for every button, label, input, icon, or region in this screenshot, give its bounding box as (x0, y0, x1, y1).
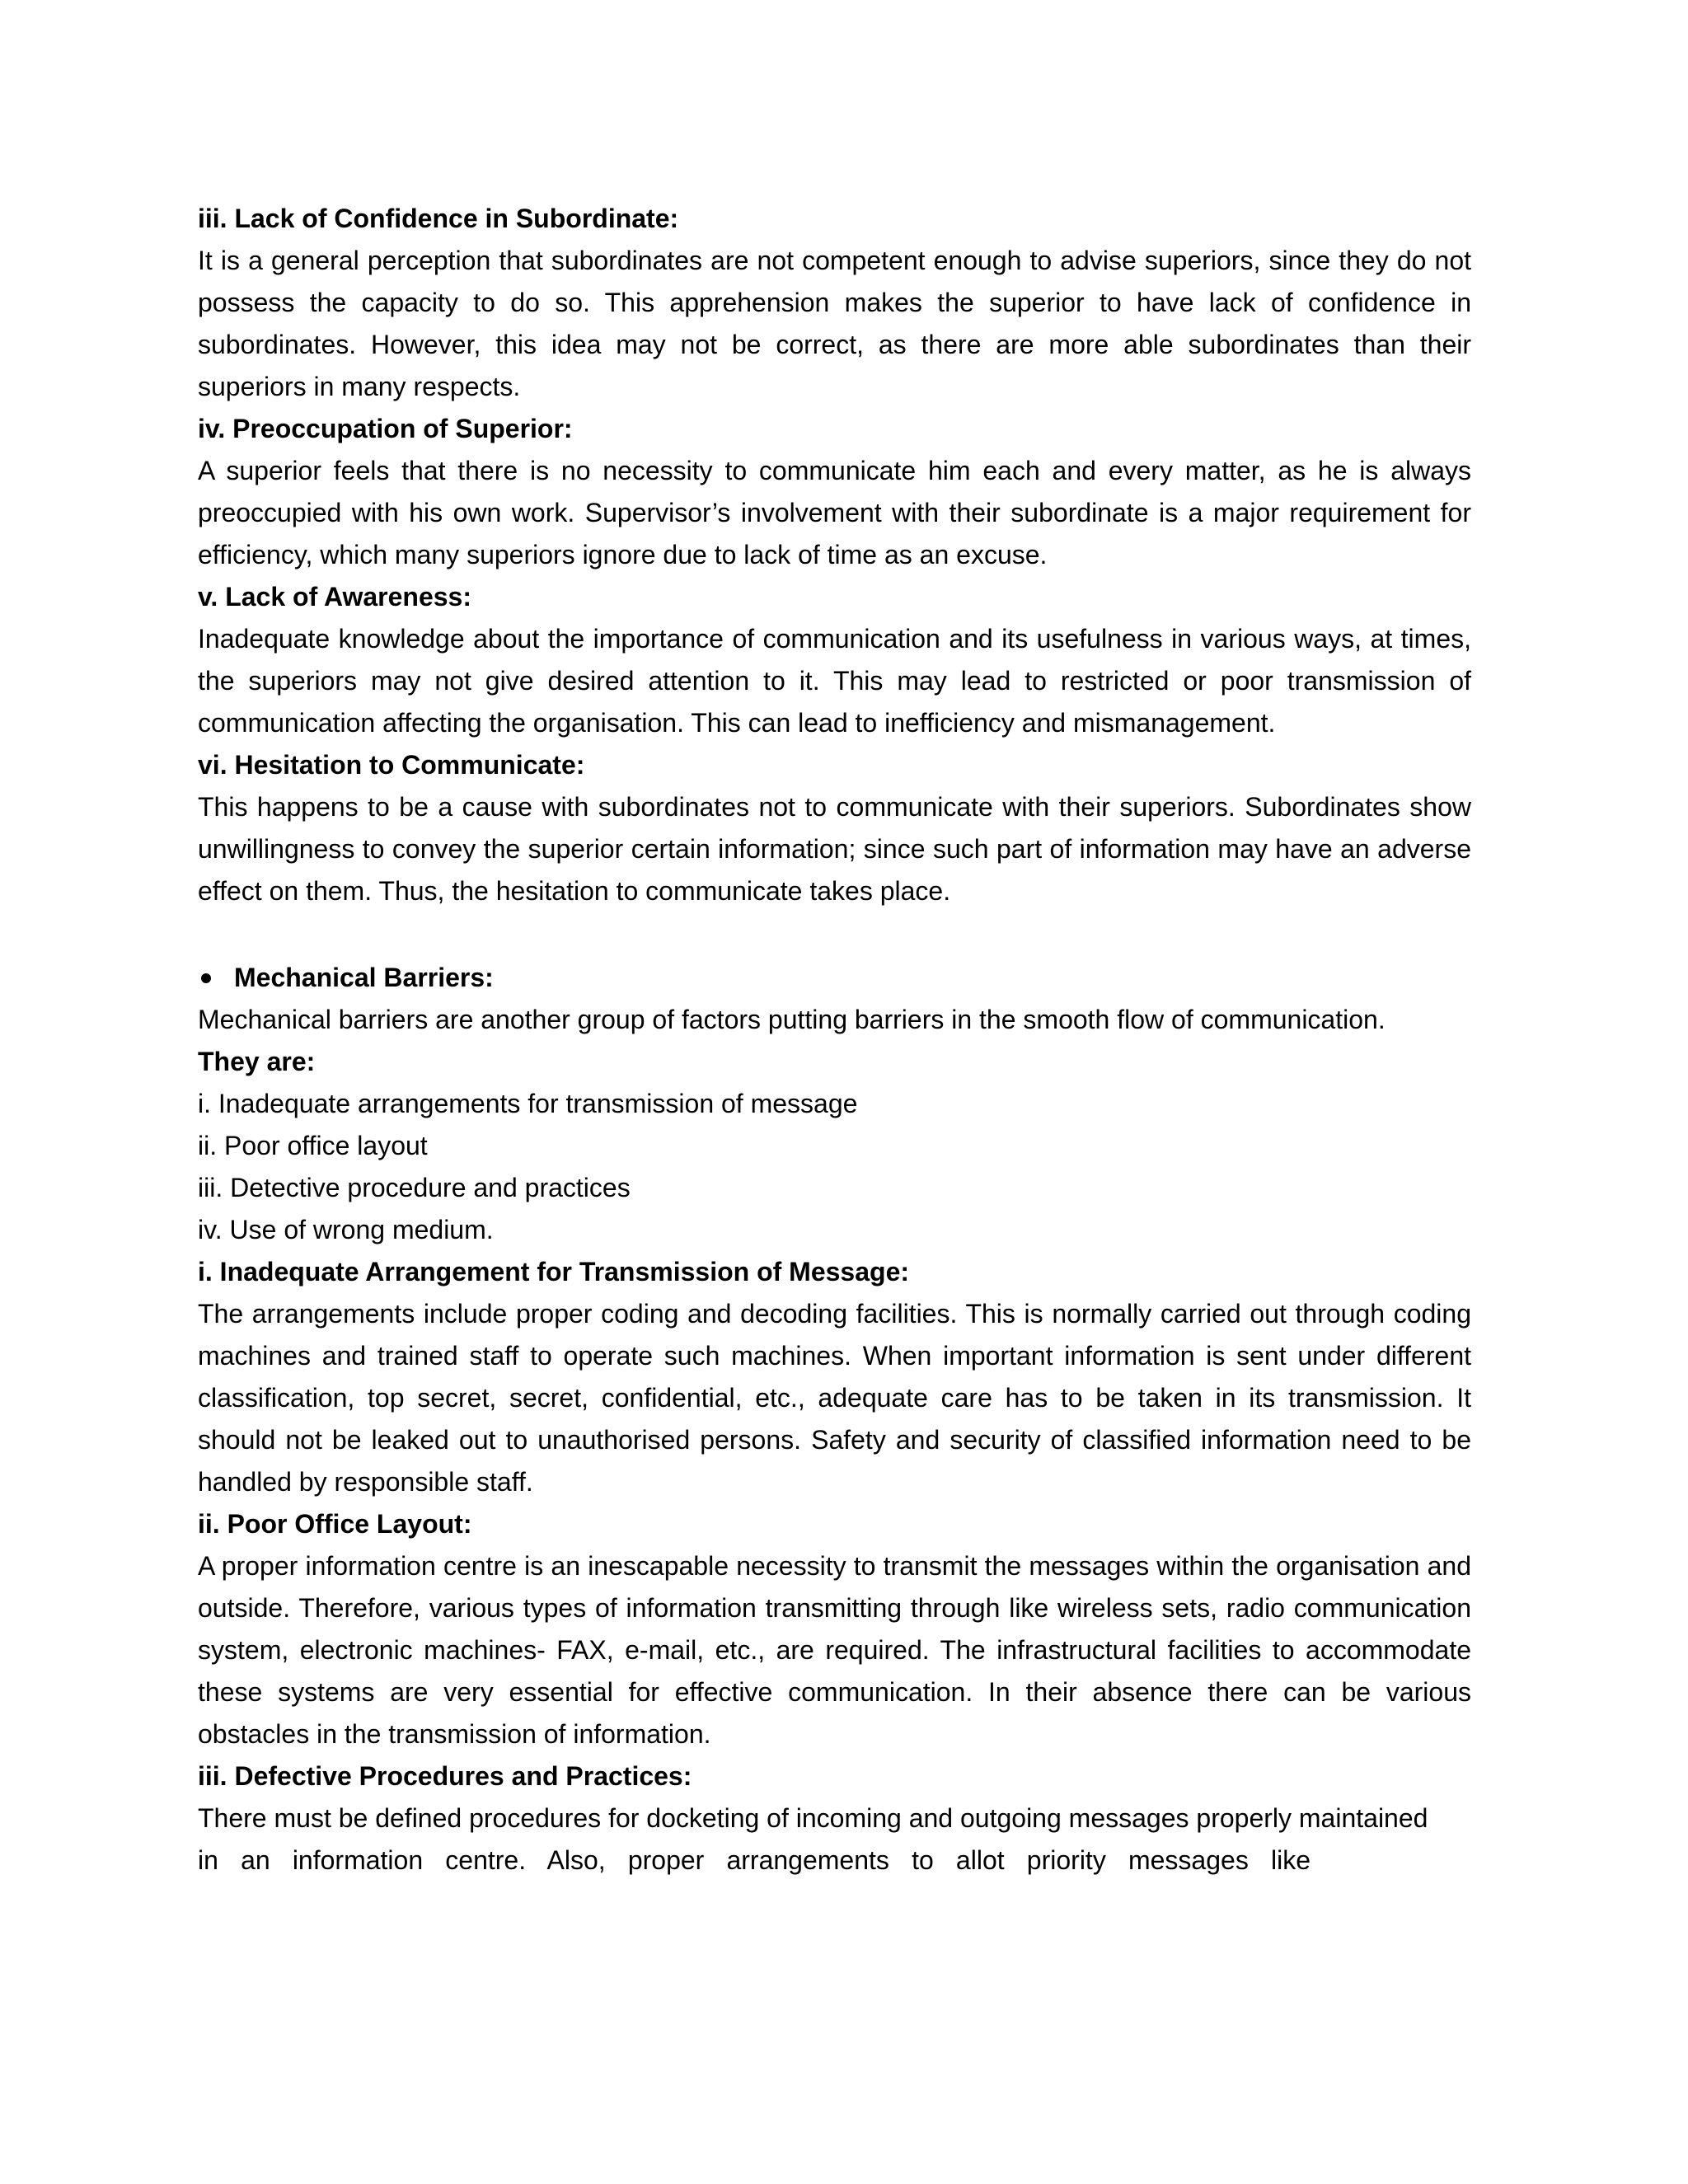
section-body-inadequate-arrangement: The arrangements include proper coding and decoding facilities. This is normally carried out through coding machines and trained staff to operate such machines. When important information is sent under different classification, top secret, secret, confidential, etc., adequate care has to be taken in its transmission. It should not be leaked out to unauthorised persons. Safety and security of classified information need to be handled by responsible staff. (198, 1299, 1471, 1497)
list-item: iv. Use of wrong medium. (198, 1215, 494, 1244)
bullet-heading-mechanical-barriers (198, 957, 1471, 999)
section-body-defective-procedures-cont: in an information centre. Also, proper arrangements to allot priority messages like (198, 1845, 1311, 1875)
section-heading-defective-procedures: iii. Defective Procedures and Practices: (198, 1761, 692, 1791)
section-body-defective-procedures: There must be defined procedures for docketing of incoming and outgoing messages properly maintained (198, 1803, 1428, 1833)
document-page (198, 198, 1471, 1882)
section-heading-inadequate-arrangement: i. Inadequate Arrangement for Transmission of Message: (198, 1257, 910, 1286)
section-heading-poor-office-layout: ii. Poor Office Layout: (198, 1509, 472, 1539)
section-body-poor-office-layout: A proper information centre is an inescapable necessity to transmit the messages within the organisation and outside. Therefore, various types of information transmitting through like wireless sets, radio communication system, electronic machines- FAX, e-mail, etc., are required. The infrastructural facilities to accommodate these systems are very essential for effective communication. In their absence there can be various obstacles in the transmission of information. (198, 1551, 1471, 1749)
section-body-lack-of-awareness: Inadequate knowledge about the importance of communication and its usefulness in various ways, at times, the superiors may not give desired attention to it. This may lead to restricted or poor transmission of communication affecting the organisation. This can lead to inefficiency and mismanagement. (198, 624, 1471, 738)
section-body-preoccupation: A superior feels that there is no necessity to communicate him each and every matter, as he is always preoccupied with his own work. Supervisor’s involvement with their subordinate is a major requirement for efficiency, which many superiors ignore due to lack of time as an excuse. (198, 456, 1471, 569)
bullet-heading-label: Mechanical Barriers: (234, 963, 494, 992)
section-heading-preoccupation: iv. Preoccupation of Superior: (198, 414, 573, 443)
list-item: i. Inadequate arrangements for transmission of message (198, 1089, 858, 1118)
mechanical-barriers-intro: Mechanical barriers are another group of factors putting barriers in the smooth flow of communication. (198, 1005, 1386, 1034)
paragraph-gap (198, 912, 1471, 957)
list-item: iii. Detective procedure and practices (198, 1173, 631, 1202)
section-heading-hesitation: vi. Hesitation to Communicate: (198, 750, 585, 780)
section-heading-lack-of-awareness: v. Lack of Awareness: (198, 582, 471, 612)
they-are-label: They are: (198, 1047, 316, 1076)
section-heading-lack-of-confidence: iii. Lack of Confidence in Subordinate: (198, 204, 679, 233)
section-body-lack-of-confidence: It is a general perception that subordinates are not competent enough to advise superiors, since they do not possess the capacity to do so. This apprehension makes the superior to have lack of confidence in subordinates. However, this idea may not be correct, as there are more able subordinates than their superiors in many respects. (198, 246, 1471, 401)
list-item: ii. Poor office layout (198, 1131, 428, 1160)
bullet-dot-icon (201, 973, 211, 983)
section-body-hesitation: This happens to be a cause with subordinates not to communicate with their superiors. Subordinates show unwillingness to convey the superior certain information; since such part of information may have an adverse effect on them. Thus, the hesitation to communicate takes place. (198, 792, 1471, 906)
